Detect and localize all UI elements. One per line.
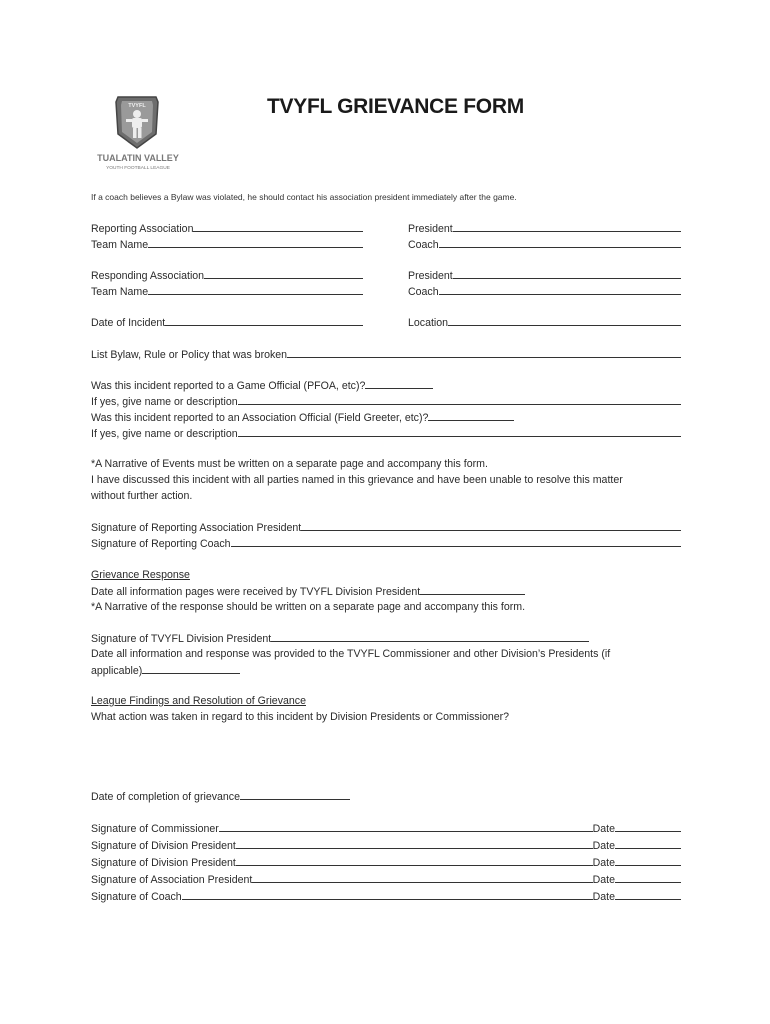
final-signature-row[interactable]: [91, 871, 681, 888]
field-label: Team Name: [91, 286, 149, 298]
field-label: President: [408, 270, 453, 282]
logo-tagline: YOUTH FOOTBALL LEAGUE: [106, 166, 170, 171]
findings-heading: League Findings and Resolution of Grievance: [91, 695, 306, 707]
final-signature-row[interactable]: [91, 888, 681, 905]
narrative-line: without further action.: [91, 490, 193, 502]
response-narrative-note: *A Narrative of the response should be written on a separate page and accompany this form.: [91, 601, 526, 613]
field-label: President: [408, 223, 453, 235]
date-of-incident-field[interactable]: [91, 314, 363, 331]
date-label: Date: [592, 823, 615, 835]
responding-president-field[interactable]: [408, 267, 681, 284]
bylaw-broken-field[interactable]: [91, 346, 681, 363]
field-label: Coach: [408, 286, 439, 298]
info-received-field[interactable]: [91, 583, 525, 600]
date-label: Date: [592, 891, 615, 903]
field-label: Signature of Reporting Association President: [91, 522, 302, 534]
reporting-president-signature[interactable]: [91, 519, 681, 536]
field-label: Signature of TVYFL Division President: [91, 633, 272, 645]
info-provided-field[interactable]: [91, 662, 240, 679]
field-label: Location: [408, 317, 449, 329]
field-label: List Bylaw, Rule or Policy that was broken: [91, 349, 288, 361]
responding-coach-field[interactable]: [408, 283, 681, 300]
reporting-association-field[interactable]: [91, 220, 363, 237]
field-label: Signature of Division President: [91, 840, 236, 852]
association-official-name-field[interactable]: [91, 425, 681, 442]
game-official-question[interactable]: [91, 377, 433, 394]
field-label: If yes, give name or description: [91, 396, 238, 408]
field-label: Team Name: [91, 239, 149, 251]
location-field[interactable]: [408, 314, 681, 331]
field-label: Signature of Coach: [91, 891, 182, 903]
reporting-coach-field[interactable]: [408, 236, 681, 253]
logo-name: TUALATIN VALLEY: [97, 153, 179, 163]
field-label: Was this incident reported to an Association Official (Field Greeter, etc)?: [91, 412, 429, 424]
final-signatures: [91, 820, 681, 905]
responding-team-name-field[interactable]: [91, 283, 363, 300]
field-label: Date all information pages were received by TVYFL Division President: [91, 586, 421, 598]
division-president-signature[interactable]: [91, 630, 589, 647]
reporting-president-field[interactable]: [408, 220, 681, 237]
final-signature-row[interactable]: [91, 854, 681, 871]
narrative-paragraph: [91, 456, 691, 504]
field-label: Signature of Division President: [91, 857, 236, 869]
narrative-line: I have discussed this incident with all parties named in this grievance and have been unable to resolve this matter: [91, 474, 623, 486]
field-label: Reporting Association: [91, 223, 194, 235]
findings-question: What action was taken in regard to this incident by Division Presidents or Commissioner?: [91, 711, 510, 723]
date-label: Date: [592, 857, 615, 869]
info-provided-text: Date all information and response was provided to the TVYFL Commissioner and other Division’s Presidents (if: [91, 648, 611, 660]
narrative-line: *A Narrative of Events must be written on a separate page and accompany this form.: [91, 458, 488, 470]
completion-date-field[interactable]: [91, 788, 350, 805]
field-label: Coach: [408, 239, 439, 251]
logo-badge-text: TVYFL: [128, 103, 146, 109]
game-official-name-field[interactable]: [91, 393, 681, 410]
tvyfl-logo: [88, 92, 188, 174]
final-signature-row[interactable]: [91, 820, 681, 837]
final-signature-row[interactable]: [91, 837, 681, 854]
reporting-team-name-field[interactable]: [91, 236, 363, 253]
association-official-question[interactable]: [91, 409, 514, 426]
field-label: Signature of Commissioner: [91, 823, 219, 835]
field-label: Date of Incident: [91, 317, 166, 329]
field-label: If yes, give name or description: [91, 428, 238, 440]
grievance-response-heading: Grievance Response: [91, 569, 190, 581]
date-label: Date: [592, 840, 615, 852]
field-label: Was this incident reported to a Game Official (PFOA, etc)?: [91, 380, 366, 392]
field-label: applicable): [91, 665, 143, 677]
field-label: Date of completion of grievance: [91, 791, 240, 803]
field-label: Responding Association: [91, 270, 205, 282]
page-title: TVYFL GRIEVANCE FORM: [267, 95, 524, 118]
date-label: Date: [592, 874, 615, 886]
reporting-coach-signature[interactable]: [91, 535, 681, 552]
intro-note: If a coach believes a Bylaw was violated, he should contact his association president immediately after the game.: [91, 192, 517, 202]
responding-association-field[interactable]: [91, 267, 363, 284]
field-label: Signature of Reporting Coach: [91, 538, 231, 550]
field-label: Signature of Association President: [91, 874, 253, 886]
